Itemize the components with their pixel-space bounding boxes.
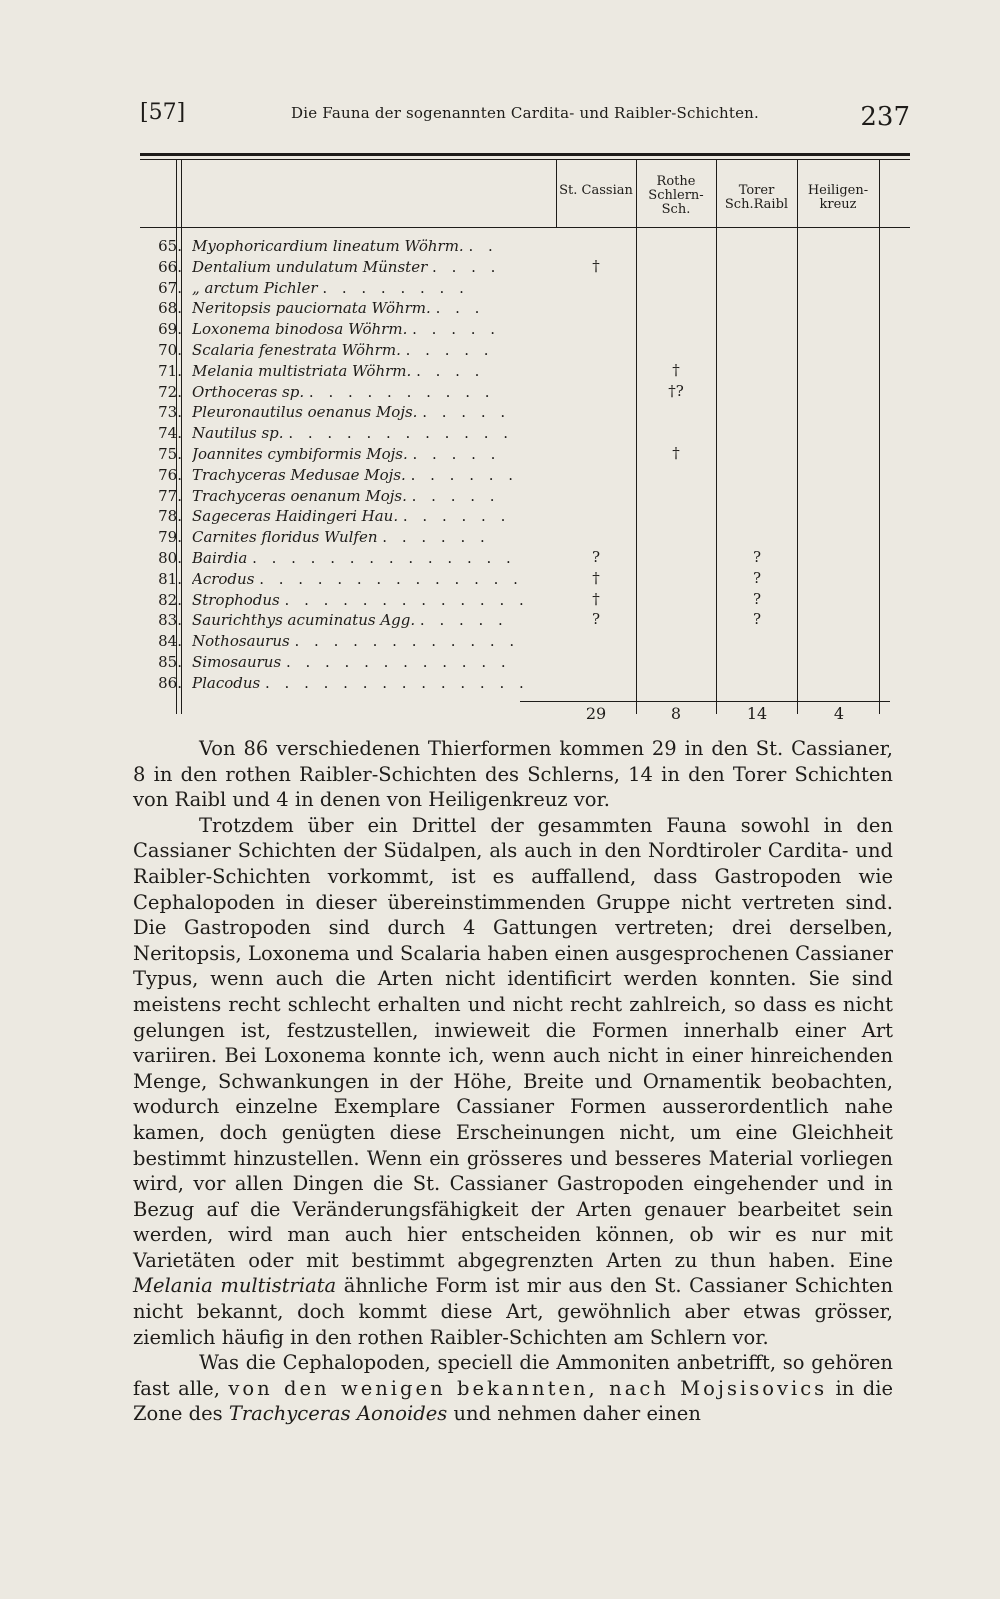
species-name: Loxonema binodosa Wöhrm. . . . . .: [192, 320, 501, 339]
species-name: Nothosaurus . . . . . . . . . . . .: [192, 632, 520, 651]
species-name: Acrodus . . . . . . . . . . . . . .: [192, 569, 523, 588]
body-text: [133, 736, 893, 1427]
table-top-rule: [140, 153, 910, 156]
table-row: [140, 278, 910, 299]
row-number: 80.: [158, 549, 182, 567]
column-header-rothe-schlern: Rothe Schlern-Sch.: [648, 174, 704, 217]
table-row: [140, 506, 910, 527]
species-name: Dentalium undulatum Münster . . . .: [192, 257, 501, 276]
row-number: 76.: [158, 465, 182, 484]
page-header: [140, 98, 910, 132]
table-row: [140, 402, 910, 423]
table-row: [140, 673, 910, 694]
total-torer: 14: [746, 704, 768, 723]
table-row: [140, 361, 910, 382]
table-row: [140, 569, 910, 590]
running-title: Die Fauna der sogenannten Cardita- und Raibler-Schichten.: [290, 104, 760, 122]
occurrence-mark: ?: [752, 568, 762, 587]
species-name: Carnites floridus Wulfen . . . . . .: [192, 528, 490, 547]
row-number: 73.: [158, 403, 182, 422]
table-row: [140, 382, 910, 403]
column-header-heiligenkreuz: Heiligen-kreuz: [807, 183, 869, 212]
species-name: Joannites cymbiformis Mojs. . . . . .: [192, 445, 501, 463]
occurrence-mark: †: [592, 568, 600, 587]
species-name: Pleuronautilus oenanus Mojs. . . . . .: [192, 403, 511, 422]
occurrence-mark: ?: [591, 610, 601, 629]
page-number: 237: [860, 102, 910, 132]
table-row: [140, 548, 910, 569]
row-number: 77.: [158, 486, 182, 505]
species-name: Trachyceras Medusae Mojs. . . . . . .: [192, 465, 519, 484]
totals-row: [140, 702, 910, 726]
total-heiligenkreuz: 4: [833, 704, 845, 723]
row-number: 81.: [158, 569, 182, 588]
table-header-rule: [140, 227, 910, 228]
row-number: 69.: [158, 320, 182, 339]
table-row: [140, 652, 910, 673]
total-st-cassian: 29: [585, 704, 607, 723]
table-row: [140, 486, 910, 507]
species-name: „ arctum Pichler . . . . . . . .: [192, 278, 469, 297]
occurrence-mark: †?: [668, 381, 684, 400]
column-header-st-cassian: St. Cassian: [559, 183, 633, 198]
table-row: [140, 257, 910, 278]
table-row: [140, 444, 910, 465]
species-name: Placodus . . . . . . . . . . . . . .: [192, 673, 529, 692]
column-header-torer: Torer Sch.Raibl: [724, 183, 789, 212]
table-row: [140, 590, 910, 611]
row-number: 70.: [158, 341, 182, 359]
table-row: [140, 340, 910, 361]
occurrence-mark: ?: [752, 610, 762, 629]
table-row: [140, 527, 910, 548]
paragraph: Von 86 verschiedenen Thierformen kommen 29 in den St. Cassianer, 8 in den rothen Raibler-Schichten des Schlerns, 14 in den Torer Schichten von Raibl und 4 in denen von Heiligenkreuz vor.: [133, 737, 893, 812]
species-name: Melania multistriata Wöhrm. . . . .: [192, 361, 485, 380]
occurrence-mark: †: [672, 444, 680, 462]
species-name: Strophodus . . . . . . . . . . . . .: [192, 590, 529, 609]
row-number: 71.: [158, 361, 182, 380]
occurrence-mark: †: [672, 360, 680, 379]
page-number-left: [57]: [140, 100, 186, 125]
table-row: [140, 465, 910, 486]
row-number: 65.: [158, 237, 182, 255]
table-top-rule-thin: [140, 159, 910, 160]
species-name: Scalaria fenestrata Wöhrm. . . . . .: [192, 341, 494, 359]
table-row: [140, 610, 910, 631]
row-number: 78.: [158, 507, 182, 526]
table-row: [140, 236, 910, 257]
row-number: 75.: [158, 445, 182, 463]
table-row: [140, 631, 910, 652]
species-name: Orthoceras sp. . . . . . . . . . .: [192, 382, 495, 401]
row-number: 82.: [158, 590, 182, 609]
table-row: [140, 298, 910, 319]
row-number: 72.: [158, 382, 182, 401]
row-number: 67.: [158, 278, 182, 297]
occurrence-mark: †: [592, 589, 600, 608]
species-name: Bairdia . . . . . . . . . . . . . .: [192, 549, 516, 567]
row-number: 85.: [158, 653, 182, 671]
occurrence-mark: ?: [752, 589, 762, 608]
occurrence-mark: ?: [752, 548, 762, 566]
species-name: Nautilus sp. . . . . . . . . . . . .: [192, 424, 513, 443]
total-rothe-schlern: 8: [670, 704, 682, 723]
table-row: [140, 423, 910, 444]
occurrence-mark: ?: [591, 548, 601, 566]
row-number: 74.: [158, 424, 182, 443]
paragraph: Trotzdem über ein Drittel der gesammten Fauna sowohl in den Cassianer Schichten der Südalpen, als auch in den Nordtiroler Cardita- und Raibler-Schichten vorkommt, ist es auffallend, dass Gastropoden wie Cephalopoden in dieser übereinstimmenden Gruppe nicht vertreten sind. Die Gastropoden sind durch 4 Gattungen vertreten; drei derselben, Neritopsis, Loxonema und Scalaria haben einen ausgesprochenen Cassianer Typus, wenn auch die Arten nicht identificirt werden konnten. Sie sind meistens recht schlecht erhalten und nicht recht zahlreich, so dass es nicht gelungen ist, festzustellen, inwieweit die Formen innerhalb einer Art variiren. Bei Loxonema konnte ich, wenn auch nicht in einer hinreichenden Menge, Schwankungen in der Höhe, Breite und Ornamentik beobachten, wodurch einzelne Exemplare Cassianer Formen ausserordentlich nahe kamen, doch genügten diese Erscheinungen nicht, um eine Gleichheit bestimmt hinzustellen. Wenn ein grösseres und besseres Material vorliegen wird, vor allen Dingen die St. Cassianer Gastropoden eingehender und in Bezug auf die Veränderungsfähigkeit der Arten genauer bearbeitet sein werden, wird man auch hier entscheiden können, ob wir es nur mit Varietäten oder mit bestimmt abgegrenzten Arten zu thun haben. Eine Melania multistriata ähnliche Form ist mir aus den St. Cassianer Schichten nicht bekannt, doch kommt diese Art, gewöhnlich aber etwas grösser, ziemlich häufig in den rothen Raibler-Schichten am Schlern vor.: [133, 813, 894, 1349]
species-name: Neritopsis pauciornata Wöhrm. . . .: [192, 299, 485, 318]
species-name: Saurichthys acuminatus Agg. . . . . .: [192, 611, 508, 630]
row-number: 66.: [158, 257, 182, 276]
row-number: 68.: [158, 299, 182, 318]
species-name: Simosaurus . . . . . . . . . . . .: [192, 653, 511, 671]
species-name: Trachyceras oenanum Mojs. . . . . .: [192, 486, 500, 505]
row-number: 79.: [158, 528, 182, 547]
paragraph: Was die Cephalopoden, speciell die Ammoniten anbetrifft, so gehören fast alle, von den wenigen bekannten, nach Mojsisovics in die Zone des Trachyceras Aonoides und nehmen daher einen: [133, 1351, 893, 1426]
species-name: Myophoricardium lineatum Wöhrm. . .: [192, 237, 498, 255]
table-row: [140, 319, 910, 340]
occurrence-mark: †: [592, 256, 600, 275]
row-number: 83.: [158, 611, 182, 630]
row-number: 84.: [158, 632, 182, 651]
row-number: 86.: [158, 673, 182, 692]
species-name: Sageceras Haidingeri Hau. . . . . . .: [192, 507, 511, 526]
